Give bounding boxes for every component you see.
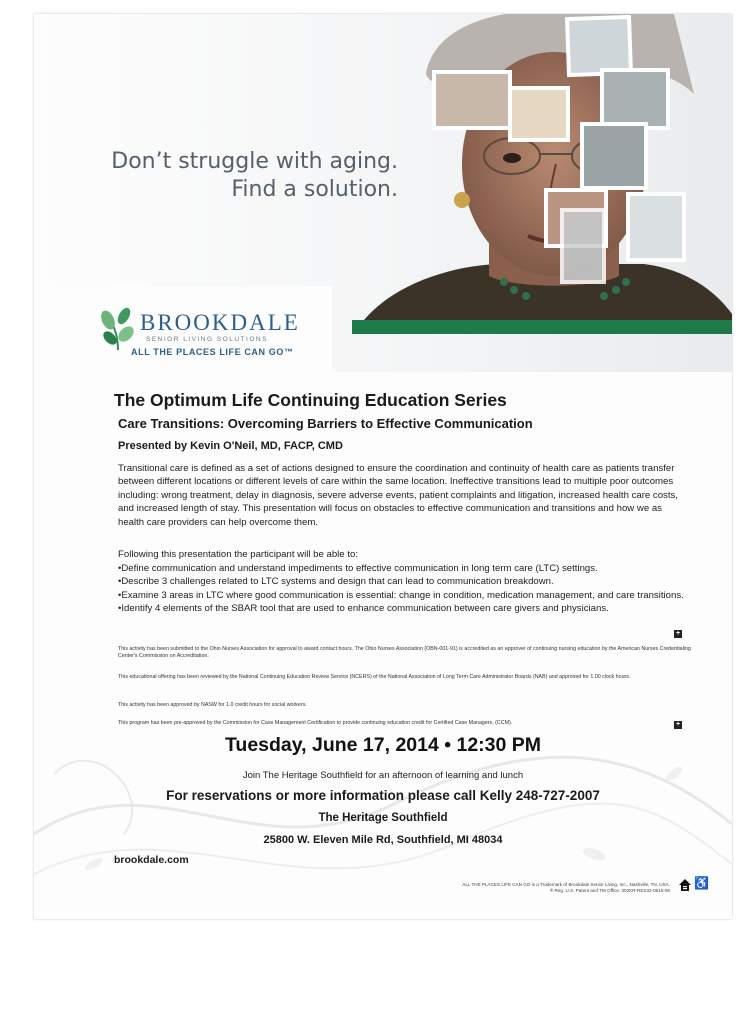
plus-icon: + bbox=[675, 721, 681, 728]
brand-tagline: ALL THE PLACES LIFE CAN GO™ bbox=[131, 347, 294, 357]
tagline-line-2: Find a solution. bbox=[231, 177, 398, 202]
accent-band bbox=[352, 320, 732, 334]
accreditation-note-2: This educational offering has been reviewed by the National Continuing Education Review Service (NCERS) of the National Association of Long Term Care Administrator Boards (NAB) and approved for 1.00 clock hours. bbox=[118, 674, 631, 680]
hero-tagline bbox=[110, 148, 398, 204]
leaf-logo-icon bbox=[100, 306, 136, 352]
reservation-info: For reservations or more information please call Kelly 248-727-2007 bbox=[166, 788, 600, 803]
list-item: • Define communication and understand impediments to effective communication in long term care (LTC) settings. bbox=[118, 562, 690, 575]
description-paragraph: Transitional care is defined as a set of actions designed to ensure the coordination and continuity of health care as patients transfer between different locations or different levels of care within the same location. Ineffective transitions lead to multiple poor outcomes including: wrong treatment, delay in diagnosis, severe adverse events, patient complaints and litigation, increased health care costs, and increased length of stay. This presentation will focus on obstacles to effective communication and transitions and how we as health care providers can help overcome them. bbox=[118, 463, 678, 528]
objectives-list bbox=[118, 562, 690, 616]
legal-line-2: ® Reg. U.S. Patent and TM Office. 302KR-RES32-0615-08 bbox=[549, 888, 670, 894]
venue-name: The Heritage Southfield bbox=[318, 812, 448, 824]
list-item: • Examine 3 areas in LTC where good communication is essential: change in condition, medication management, and care transitions. bbox=[118, 589, 690, 602]
objectives-lead: Following this presentation the participant will be able to: bbox=[118, 549, 358, 560]
plus-icon: + bbox=[675, 630, 681, 637]
legal-notice bbox=[334, 882, 670, 895]
flyer-page bbox=[34, 14, 732, 919]
brand-subtitle: SENIOR LIVING SOLUTIONS bbox=[146, 336, 268, 343]
accreditation-note-4: This program has been pre-approved by the Commission for Case Management Certification to provide continuing education credit for Certified Case Managers, (CCM). bbox=[118, 720, 513, 726]
legal-line-1: ALL THE PLACES LIFE CAN GO is a Trademark of Brookdale Senior Living, Inc., Nashville, TN, USA. bbox=[462, 882, 670, 887]
brand-name: BROOKDALE bbox=[140, 310, 300, 335]
tagline-line-1: Don’t struggle with aging. bbox=[111, 149, 398, 174]
talk-title: Care Transitions: Overcoming Barriers to Effective Communication bbox=[118, 416, 533, 431]
equal-housing-icon bbox=[678, 878, 692, 892]
presenter-line: Presented by Kevin O'Neil, MD, FACP, CMD bbox=[118, 440, 343, 452]
accreditation-note-1: This activity has been submitted to the Ohio Nurses Association for approval to award contact hours. The Ohio Nurses Association (OBN-001-91) is accredited as an approver of continuing nursing education by the American Nurses Credentialing Center's Commission on Accreditation. bbox=[118, 646, 691, 660]
website-link[interactable]: brookdale.com bbox=[114, 854, 189, 866]
join-text: Join The Heritage Southfield for an afternoon of learning and lunch bbox=[242, 770, 524, 781]
series-title: The Optimum Life Continuing Education Series bbox=[114, 390, 507, 410]
list-item: • Describe 3 challenges related to LTC systems and design that can lead to communication breakdown. bbox=[118, 575, 690, 588]
event-date-time: Tuesday, June 17, 2014 • 12:30 PM bbox=[224, 734, 542, 756]
list-item: • Identify 4 elements of the SBAR tool that are used to enhance communication between care givers and physicians. bbox=[118, 602, 690, 615]
accreditation-note-3: This activity has been approved by NASW for 1.0 credit hours for social workers. bbox=[118, 702, 307, 708]
venue-address: 25800 W. Eleven Mile Rd, Southfield, MI 48034 bbox=[263, 834, 503, 846]
accessibility-icon: ♿ bbox=[694, 876, 709, 890]
